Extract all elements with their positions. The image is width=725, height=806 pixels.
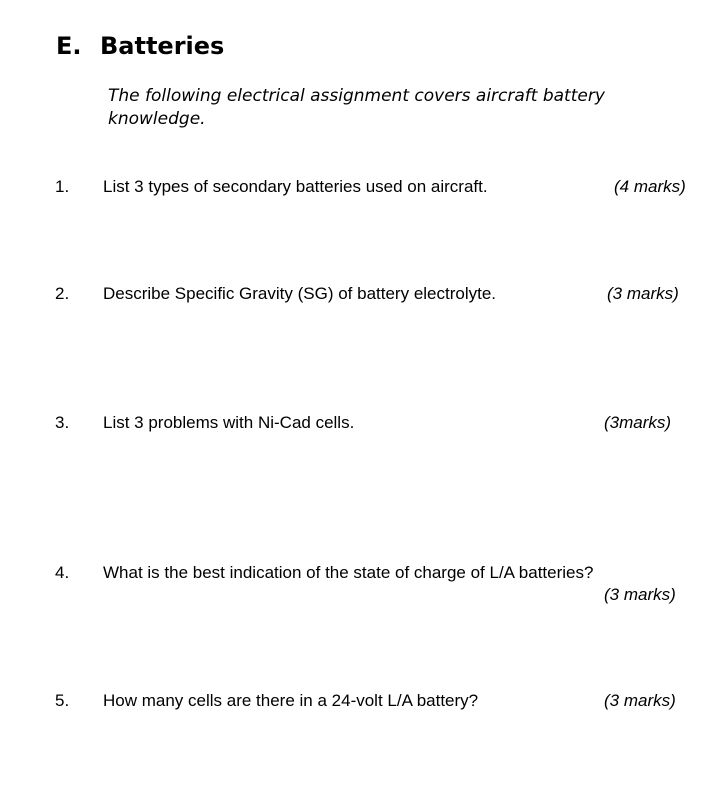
question-3-text: List 3 problems with Ni-Cad cells. [103,413,355,432]
section-letter: E. [56,32,82,60]
question-4-number: 4. [55,563,70,582]
question-2-number: 2. [55,284,70,303]
question-3-marks: (3marks) [604,413,672,432]
question-1-text: List 3 types of secondary batteries used on aircraft. [103,177,488,196]
question-2-text: Describe Specific Gravity (SG) of battery electrolyte. [103,284,497,303]
question-4-marks: (3 marks) [604,585,676,604]
question-2-marks: (3 marks) [607,284,679,303]
question-4-text: What is the best indication of the state of charge of L/A batteries? [103,563,594,582]
section-heading [56,30,224,62]
question-5-number: 5. [55,691,70,710]
question-3-number: 3. [55,413,70,432]
section-title: Batteries [100,32,225,60]
question-5-text: How many cells are there in a 24-volt L/A battery? [103,691,479,710]
question-5-marks: (3 marks) [604,691,676,710]
question-1-number: 1. [55,177,70,196]
section-intro: The following electrical assignment covers aircraft battery knowledge. [108,86,605,129]
question-1-marks: (4 marks) [614,177,686,196]
